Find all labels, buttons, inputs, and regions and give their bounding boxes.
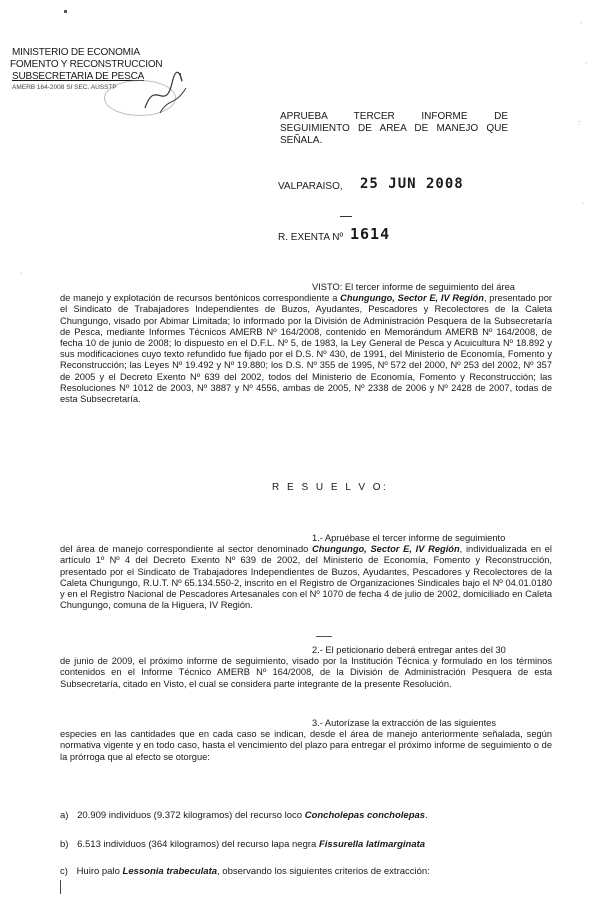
article-3 — [60, 718, 552, 763]
visto-location: Chungungo, Sector E, IV Región — [340, 293, 484, 304]
subject-line-1: APRUEBA TERCER INFORME DE — [280, 111, 508, 122]
list-item-b — [60, 839, 425, 850]
ministry-title: MINISTERIO DE ECONOMIA — [12, 47, 140, 58]
list-item-c — [60, 866, 430, 877]
visto-lead: VISTO: El tercer informe de seguimiento del área — [312, 282, 515, 292]
article-1-location: Chungungo, Sector E, IV Región — [312, 544, 460, 555]
exenta-label: R. EXENTA Nº — [278, 232, 344, 243]
resolution-number: 1614 — [350, 225, 391, 243]
article-3-body: especies en las cantidades que en cada caso se indican, desde el área de manejo anteriormente señalada, según normativa vigente y en todo caso, hasta el vencimiento del plazo para entregar el próximo informe de seguimiento o de la prórroga que al efecto se otorgue: — [60, 729, 552, 762]
article-3-lead: 3.- Autorízase la extracción de las siguientes — [312, 718, 496, 728]
visto-text-1: de manejo y explotación de recursos bentónicos correspondiente a — [60, 293, 341, 304]
article-1-text-b: , individualizada en el artículo 1º Nº 4 del Decreto Exento Nº 639 de 2002, del Ministerio de Economía, Fomento y Reconstrucción, presentado por el Sindicato de Trabajadores Independientes de Buzos, Ayudantes, Pescadores y Recolectores de la Caleta Chungungo, R.U.T. Nº 65.134.550-2, inscrito en el Registro de Organizaciones Sindicales bajo el Nº 04.01.0180 y en el Registro Nacional de Pescadores Artesanales con el Nº 1070 de fecha 4 de julio de 2002, domiciliado en Caleta Chungungo, comuna de la Higuera, IV Región. — [60, 544, 552, 611]
signature-scribble — [140, 68, 190, 118]
subject-line-2: SEGUIMIENTO DE AREA DE MANEJO QUE — [280, 123, 508, 134]
item-a-end: . — [425, 810, 428, 821]
article-1-body — [60, 544, 552, 611]
margin-mark — [60, 880, 61, 894]
ministry-subtitle: FOMENTO Y RECONSTRUCCION — [10, 59, 163, 70]
item-b-text: 6.513 individuos (364 kilogramos) del recurso lapa negra — [77, 839, 319, 850]
resuelvo-heading: R E S U E L V O: — [272, 482, 389, 493]
subject-line-3: SEÑALA. — [280, 135, 323, 146]
article-1-text-a: del área de manejo correspondiente al sector denominado — [60, 544, 313, 555]
header-reference: AMERB 164-2008 SI SEC. AUSSTP — [12, 84, 117, 91]
date-stamp: 25 JUN 2008 — [360, 176, 464, 192]
visto-body — [60, 293, 552, 405]
article-2 — [60, 645, 552, 690]
visto-text-2: , presentado por el Sindicato de Trabajadores Independientes de Buzos, Ayudantes, Pescadores y Recolectores de la Caleta Chungungo, visado por Abimar Limitada; lo informado por la División de Administración Pesquera de la Subsecretaría de Pesca, mediante Informes Técnicos AMERB Nº 164/2008, contenido en Memorándum AMERB Nº 164/2008, de fecha 10 de junio de 2008; lo dispuesto en el D.F.L. Nº 5, de 1983, la Ley General de Pesca y Acuicultura Nº 18.892 y sus modificaciones cuyo texto refundido fue fijado por el D.S. Nº 430, de 1991, del Ministerio de Economía, Fomento y Reconstrucción; las Leyes Nº 19.492 y Nº 19.880; los D.S. Nº 355 de 1995, Nº 572 del 2000, Nº 253 del 2002, Nº 357 de 2005 y el Decreto Exento Nº 639 del 2002, todos del Ministerio de Economía, Fomento y Reconstrucción; las Resoluciones Nº 1012 de 2003, Nº 3887 y Nº 4556, ambas de 2005, Nº 2338 de 2006 y Nº 2428 de 2007, todas de esta Subsecretaría. — [60, 293, 552, 405]
article-2-mark — [316, 636, 332, 637]
dash-mark — [340, 216, 352, 217]
article-1-lead: 1.- Apruébase el tercer informe de seguimiento — [312, 533, 506, 543]
city-label: VALPARAISO, — [278, 181, 343, 192]
subject-block — [280, 111, 508, 147]
list-item-a — [60, 810, 428, 821]
item-c-marker: c) — [60, 866, 68, 877]
item-b-marker: b) — [60, 839, 69, 850]
subsecretaria-title: SUBSECRETARIA DE PESCA — [12, 71, 145, 82]
item-a-species: Concholepas concholepas — [304, 810, 426, 821]
item-a-text: 20.909 individuos (9.372 kilogramos) del recurso loco — [77, 810, 305, 821]
visto-section — [60, 282, 552, 405]
article-2-body: de junio de 2009, el próximo informe de seguimiento, visado por la Institución Técnica y formulado en los términos contenidos en el Informe Técnico AMERB Nº 164/2008, de la División de Administración Pesquera de esta Subsecretaría, citado en Visto, el cual se considera parte integrante de la presente Resolución. — [60, 656, 552, 689]
item-c-species: Lessonia trabeculata — [122, 866, 218, 877]
item-c-end: , observando los siguientes criterios de extracción: — [217, 866, 430, 877]
article-1 — [60, 533, 552, 611]
article-2-lead: 2.- El peticionario deberá entregar antes del 30 — [312, 645, 506, 655]
item-c-text: Huiro palo — [76, 866, 123, 877]
item-a-marker: a) — [60, 810, 69, 821]
speck-mark — [64, 10, 67, 13]
item-b-species: Fissurella latimarginata — [318, 839, 426, 850]
